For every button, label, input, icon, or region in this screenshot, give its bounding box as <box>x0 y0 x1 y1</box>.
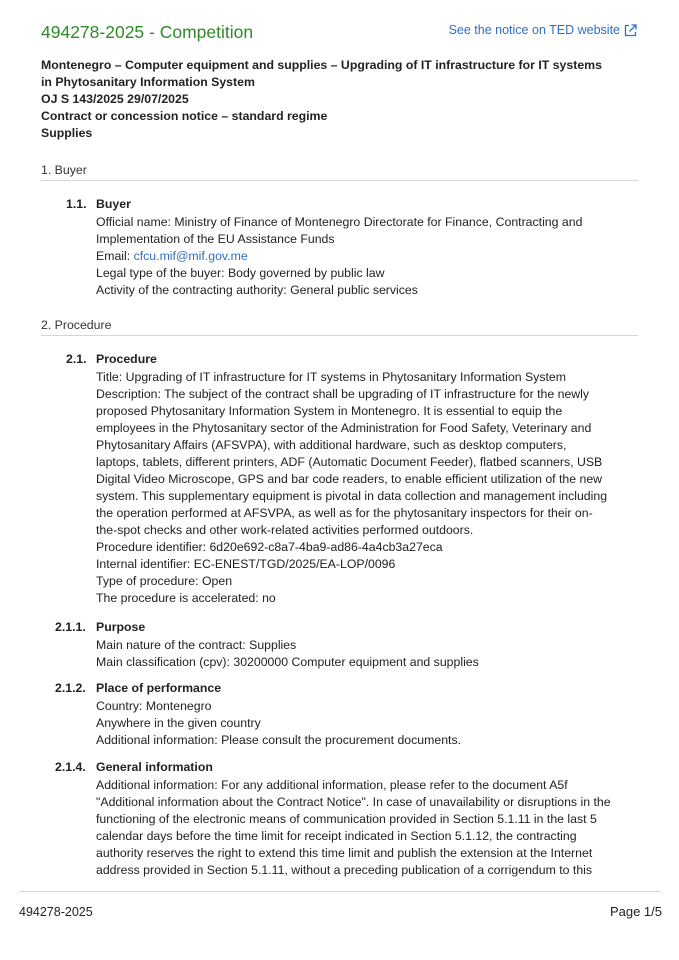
notice-title: 494278-2025 - Competition <box>41 22 254 42</box>
text-line: authority reserves the right to extend this time limit and publish the extension at the Internet <box>96 846 593 860</box>
buyer-activity: Activity of the contracting authority: General public services <box>96 283 418 297</box>
summary-oj-reference: OJ S 143/2025 29/07/2025 <box>41 92 189 106</box>
subsection-number: 2.1. <box>66 352 87 366</box>
text-line: Digital Video Microscope, GPS and bar code readers, to enable efficient utilization of the new <box>96 472 603 486</box>
subsection-body <box>96 777 641 879</box>
subsection-title: Place of performance <box>96 681 222 695</box>
external-link-icon[interactable] <box>624 24 637 37</box>
subsection-number: 2.1.1. <box>55 620 86 634</box>
subsection-title: Purpose <box>96 620 146 634</box>
text-line: Additional information: Please consult the procurement documents. <box>96 733 462 747</box>
text-line: Phytosanitary Affairs (AFSVPA), with additional hardware, such as desktop computers, <box>96 438 567 452</box>
subsection-body <box>96 214 641 299</box>
email-label: Email: <box>96 249 134 263</box>
text-line: Procedure identifier: 6d20e692-c8a7-4ba9-ad86-4a4cb3a27eca <box>96 540 443 554</box>
text-line: Main classification (cpv): 30200000 Computer equipment and supplies <box>96 655 479 669</box>
notice-header <box>41 22 639 46</box>
text-line: Title: Upgrading of IT infrastructure for IT systems in Phytosanitary Information System <box>96 370 566 384</box>
section-heading-procedure: 2. Procedure <box>41 318 638 336</box>
text-line: The procedure is accelerated: no <box>96 591 276 605</box>
text-line: address provided in Section 5.1.11, without a preceding publication of a corrigendum to this <box>96 863 593 877</box>
text-line: laptops, tablets, different printers, ADF (Automatic Document Feeder), flatbed scanners, USB <box>96 455 603 469</box>
buyer-email-link[interactable]: cfcu.mif@mif.gov.me <box>133 249 248 263</box>
subsection-body <box>96 698 641 749</box>
text-line: the operation performed at AFSVPA, as well as for the phytosanitary inspectors for their on- <box>96 506 593 520</box>
buyer-official-name: Official name: Ministry of Finance of Montenegro Directorate for Finance, Contracting and <box>96 215 583 229</box>
subsection-body <box>96 369 641 607</box>
summary-notice-type: Contract or concession notice – standard regime <box>41 109 328 123</box>
text-line: "Additional information about the Contract Notice". In case of unavailability or disruptions in the <box>96 795 611 809</box>
text-line: Main nature of the contract: Supplies <box>96 638 297 652</box>
subsection-number: 2.1.2. <box>55 681 86 695</box>
subsection-number: 1.1. <box>66 197 87 211</box>
text-line: system. This supplementary equipment is pivotal in data collection and management including <box>96 489 608 503</box>
footer-page-number: Page 1/5 <box>609 904 662 919</box>
buyer-legal-type: Legal type of the buyer: Body governed by public law <box>96 266 385 280</box>
text-line: Description: The subject of the contract shall be upgrading of IT infrastructure for the newly <box>96 387 590 401</box>
text-line: functioning of the electronic means of communication provided in Section 5.1.11 in the last 5 <box>96 812 597 826</box>
subsection-title: Procedure <box>96 352 157 366</box>
text-line: Type of procedure: Open <box>96 574 233 588</box>
summary-nature: Supplies <box>41 126 93 140</box>
text-line: proposed Phytosanitary Information System in Montenegro. It is essential to equip the <box>96 404 563 418</box>
summary-title-line1: Montenegro – Computer equipment and supplies – Upgrading of IT infrastructure for IT systems <box>41 58 602 72</box>
text-line: Additional information: For any additional information, please refer to the document A5f <box>96 778 568 792</box>
subsection-number: 2.1.4. <box>55 760 86 774</box>
footer-notice-id: 494278-2025 <box>19 905 93 919</box>
subsection-title: General information <box>96 760 213 774</box>
section-heading-buyer: 1. Buyer <box>41 163 638 181</box>
text-line: Internal identifier: EC-ENEST/TGD/2025/EA-LOP/0096 <box>96 557 396 571</box>
summary-title-line2: in Phytosanitary Information System <box>41 75 255 89</box>
text-line: employees in the Phytosanitary sector of the Administration for Food Safety, Veterinary and <box>96 421 592 435</box>
subsection-body <box>96 637 641 671</box>
buyer-official-name-cont: Implementation of the EU Assistance Funds <box>96 232 335 246</box>
text-line: calendar days before the time limit for receipt indicated in Section 5.1.12, the contracting <box>96 829 577 843</box>
footer-divider <box>19 891 661 892</box>
text-line: Country: Montenegro <box>96 699 212 713</box>
notice-summary <box>41 57 641 142</box>
text-line: Anywhere in the given country <box>96 716 261 730</box>
ted-link-label[interactable]: See the notice on TED website <box>448 23 620 37</box>
buyer-email-row <box>96 248 641 265</box>
text-line: the-spot checks and other work-related activities performed outdoors. <box>96 523 474 537</box>
ted-website-link[interactable] <box>449 23 637 37</box>
subsection-title: Buyer <box>96 197 131 211</box>
